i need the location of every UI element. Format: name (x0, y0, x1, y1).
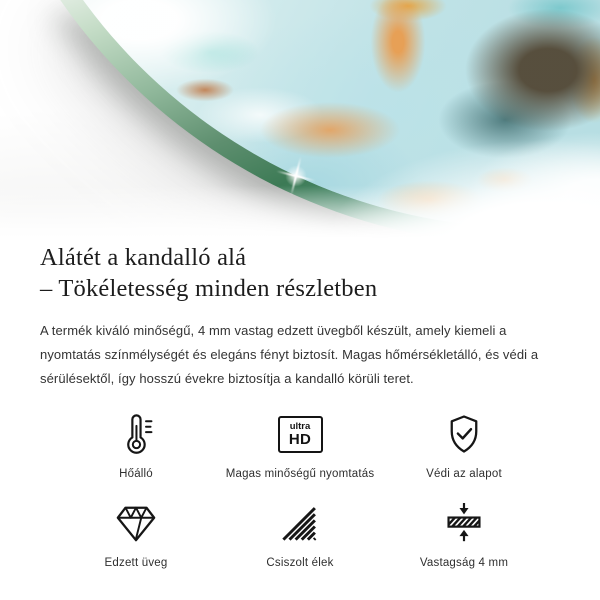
product-hero-image (0, 0, 600, 238)
feature-grid (54, 411, 546, 569)
thickness-icon (444, 500, 484, 546)
feature-label: Magas minőségű nyomtatás (225, 468, 375, 481)
feature-tempered-glass (54, 500, 218, 569)
feature-protects-base (382, 411, 546, 480)
product-description: A termék kiváló minőségű, 4 mm vastag edzett üvegből készült, amely kiemeli a nyomtatás színmélységét és elegáns fényt biztosít. Magas hőmérsékletálló, és védi a sérülésektől, így hosszú évekre biztosítja a kandalló körüli teret. (40, 323, 539, 386)
feature-heat-resistant (54, 411, 218, 480)
feature-label: Edzett üveg (104, 557, 168, 570)
feature-label: Csiszolt élek (266, 557, 334, 570)
page-title (40, 242, 560, 304)
feature-label: Védi az alapot (426, 468, 502, 481)
feature-polished-edges (218, 500, 382, 569)
feature-label: Hőálló (119, 468, 153, 481)
ultra-hd-icon-text-top: ultra (289, 420, 311, 432)
page-title-line2: – Tökéletesség minden részletben (40, 275, 378, 302)
diamond-icon (113, 502, 159, 544)
feature-label: Vastagság 4 mm (419, 557, 509, 570)
thermometer-icon (116, 412, 156, 456)
ultra-hd-icon (278, 416, 323, 453)
ultra-hd-icon-text-bottom: HD (288, 431, 312, 449)
feature-thickness (382, 500, 546, 569)
feature-ultra-hd-print (218, 411, 382, 480)
product-info-section (0, 242, 600, 569)
page-title-line1: Alátét a kandalló alá (40, 244, 247, 271)
shield-check-icon (444, 413, 484, 455)
polished-edge-icon (279, 503, 321, 543)
